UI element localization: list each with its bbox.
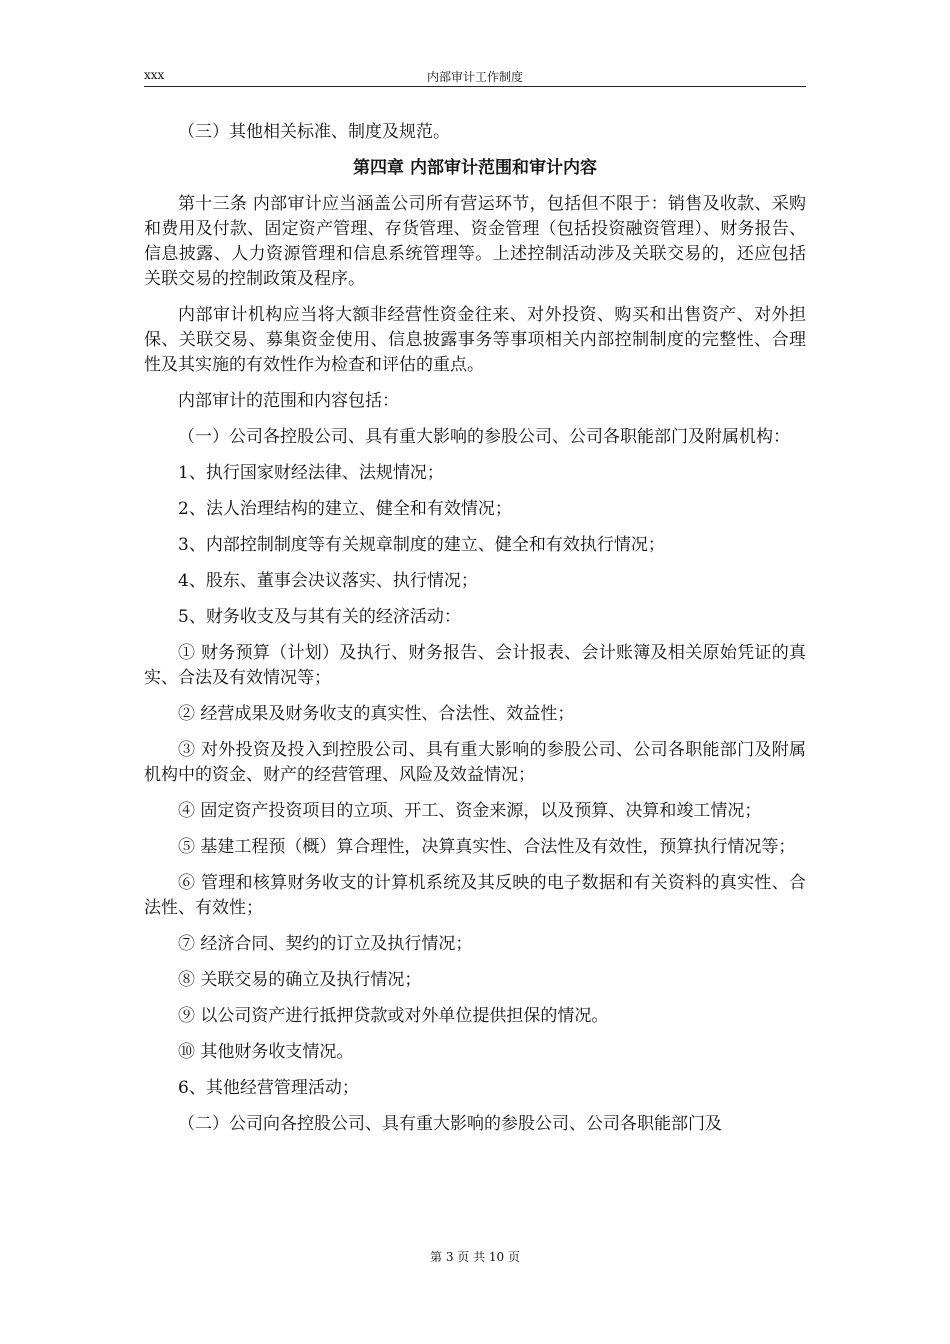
document-body bbox=[144, 120, 806, 1148]
sub-list-item: ⑥ 管理和核算财务收支的计算机系统及其反映的电子数据和有关资料的真实性、合法性、有效性； bbox=[144, 873, 806, 918]
header-title: 内部审计工作制度 bbox=[426, 70, 523, 84]
sub-list-item: ③ 对外投资及投入到控股公司、具有重大影响的参股公司、公司各职能部门及附属机构中的资金、财产的经营管理、风险及效益情况； bbox=[144, 740, 806, 785]
chapter-heading: 第四章 内部审计范围和审计内容 bbox=[353, 158, 597, 178]
sub-list-item: ⑩ 其他财务收支情况。 bbox=[178, 1042, 354, 1062]
sub-list-item: ⑨ 以公司资产进行抵押贷款或对外单位提供担保的情况。 bbox=[178, 1006, 609, 1026]
page-footer: 第 3 页 共 10 页 bbox=[430, 1250, 520, 1264]
list-item: 6、其他经营管理活动； bbox=[178, 1078, 359, 1098]
sub-list-item: ④ 固定资产投资项目的立项、开工、资金来源，以及预算、决算和竣工情况； bbox=[178, 801, 762, 821]
paragraph: （三）其他相关标准、制度及规范。 bbox=[178, 122, 450, 142]
paragraph: 内部审计机构应当将大额非经营性资金往来、对外投资、购买和出售资产、对外担保、关联交易、募集资金使用、信息披露事务等事项相关内部控制制度的完整性、合理性及其实施的有效性作为检查和评估的重点。 bbox=[144, 305, 806, 375]
paragraph: 内部审计的范围和内容包括： bbox=[178, 391, 399, 411]
sub-list-item: ⑤ 基建工程预（概）算合理性，决算真实性、合法性及有效性，预算执行情况等； bbox=[178, 837, 796, 857]
list-item: 1、执行国家财经法律、法规情况； bbox=[178, 463, 444, 483]
paragraph: （二）公司向各控股公司、具有重大影响的参股公司、公司各职能部门及 bbox=[178, 1114, 722, 1134]
list-item: 5、财务收支及与其有关的经济活动： bbox=[178, 607, 461, 627]
list-item: 3、内部控制制度等有关规章制度的建立、健全和有效执行情况； bbox=[178, 535, 665, 555]
sub-list-item: ⑧ 关联交易的确立及执行情况； bbox=[178, 970, 422, 990]
list-item: 2、法人治理结构的建立、健全和有效情况； bbox=[178, 499, 512, 519]
paragraph: （一）公司各控股公司、具有重大影响的参股公司、公司各职能部门及附属机构： bbox=[178, 427, 790, 447]
page-header bbox=[144, 66, 806, 87]
paragraph: 第十三条 内部审计应当涵盖公司所有营运环节，包括但不限于：销售及收款、采购和费用及付款、固定资产管理、存货管理、资金管理（包括投资融资管理）、财务报告、信息披露、人力资源管理和信息系统管理等。上述控制活动涉及关联交易的，还应包括关联交易的控制政策及程序。 bbox=[144, 194, 806, 289]
sub-list-item: ② 经营成果及财务收支的真实性、合法性、效益性； bbox=[178, 704, 575, 724]
sub-list-item: ⑦ 经济合同、契约的订立及执行情况； bbox=[178, 934, 473, 954]
header-left-text: xxx bbox=[144, 68, 165, 82]
list-item: 4、股东、董事会决议落实、执行情况； bbox=[178, 571, 478, 591]
sub-list-item: ① 财务预算（计划）及执行、财务报告、会计报表、会计账簿及相关原始凭证的真实、合法及有效情况等； bbox=[144, 643, 806, 688]
